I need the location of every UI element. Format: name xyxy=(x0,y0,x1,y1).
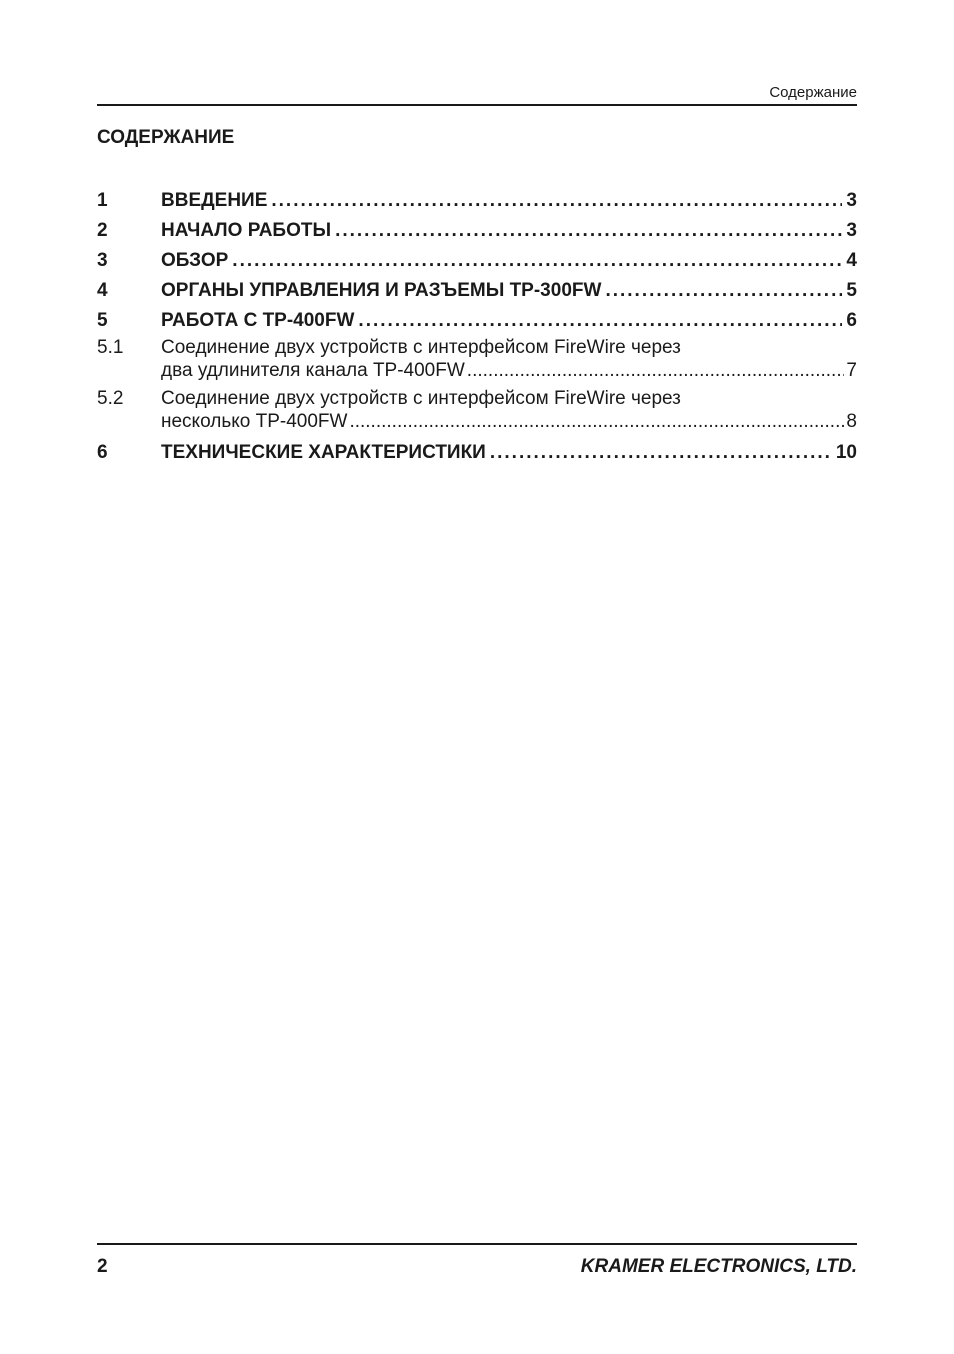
toc-entry-1[interactable] xyxy=(97,186,857,216)
toc-title: ОРГАНЫ УПРАВЛЕНИЯ И РАЗЪЕМЫ TP-300FW xyxy=(161,280,602,301)
footer-page-number: 2 xyxy=(97,1256,108,1277)
toc-entry-5[interactable] xyxy=(97,306,857,336)
toc-number: 4 xyxy=(97,280,108,301)
toc-number: 1 xyxy=(97,190,108,211)
toc-title-line2: несколько TP-400FW xyxy=(161,411,348,432)
toc-entry-5-2[interactable] xyxy=(97,387,857,433)
toc-title-line1: Соединение двух устройств с интерфейсом FireWire через xyxy=(161,388,681,409)
toc-leader xyxy=(271,186,842,216)
toc-entry-3[interactable] xyxy=(97,246,857,276)
toc-number: 6 xyxy=(97,442,108,463)
running-header: Содержание xyxy=(769,84,857,101)
toc-page: 8 xyxy=(846,411,857,432)
toc-number: 5.2 xyxy=(97,388,124,409)
footer-rule xyxy=(97,1243,857,1245)
table-of-contents xyxy=(97,186,857,468)
toc-leader xyxy=(232,246,842,276)
toc-page: 7 xyxy=(846,360,857,381)
toc-title: ВВЕДЕНИЕ xyxy=(161,190,268,211)
toc-leader xyxy=(358,306,842,336)
toc-title: ОБЗОР xyxy=(161,250,229,271)
toc-leader xyxy=(605,276,842,306)
toc-number: 5.1 xyxy=(97,337,124,358)
toc-number: 3 xyxy=(97,250,108,271)
toc-title: НАЧАЛО РАБОТЫ xyxy=(161,220,332,241)
toc-page: 3 xyxy=(846,220,857,241)
toc-page: 10 xyxy=(835,442,857,463)
toc-title: ТЕХНИЧЕСКИЕ ХАРАКТЕРИСТИКИ xyxy=(161,442,486,463)
toc-leader xyxy=(349,410,844,433)
toc-entry-6[interactable] xyxy=(97,438,857,468)
toc-entry-2[interactable] xyxy=(97,216,857,246)
toc-page: 3 xyxy=(846,190,857,211)
toc-page: 4 xyxy=(846,250,857,271)
footer-company: KRAMER ELECTRONICS, LTD. xyxy=(580,1256,857,1277)
toc-entry-5-1[interactable] xyxy=(97,336,857,382)
toc-title: РАБОТА С TP-400FW xyxy=(161,310,355,331)
toc-number: 2 xyxy=(97,220,108,241)
toc-entry-4[interactable] xyxy=(97,276,857,306)
toc-title-line1: Соединение двух устройств с интерфейсом FireWire через xyxy=(161,337,681,358)
toc-leader xyxy=(335,216,842,246)
toc-leader xyxy=(490,438,832,468)
toc-page: 5 xyxy=(846,280,857,301)
toc-number: 5 xyxy=(97,310,108,331)
page-title: СОДЕРЖАНИЕ xyxy=(97,127,235,148)
header-rule xyxy=(97,104,857,106)
toc-leader xyxy=(467,359,845,382)
toc-page: 6 xyxy=(846,310,857,331)
toc-title-line2: два удлинителя канала TP-400FW xyxy=(161,360,465,381)
